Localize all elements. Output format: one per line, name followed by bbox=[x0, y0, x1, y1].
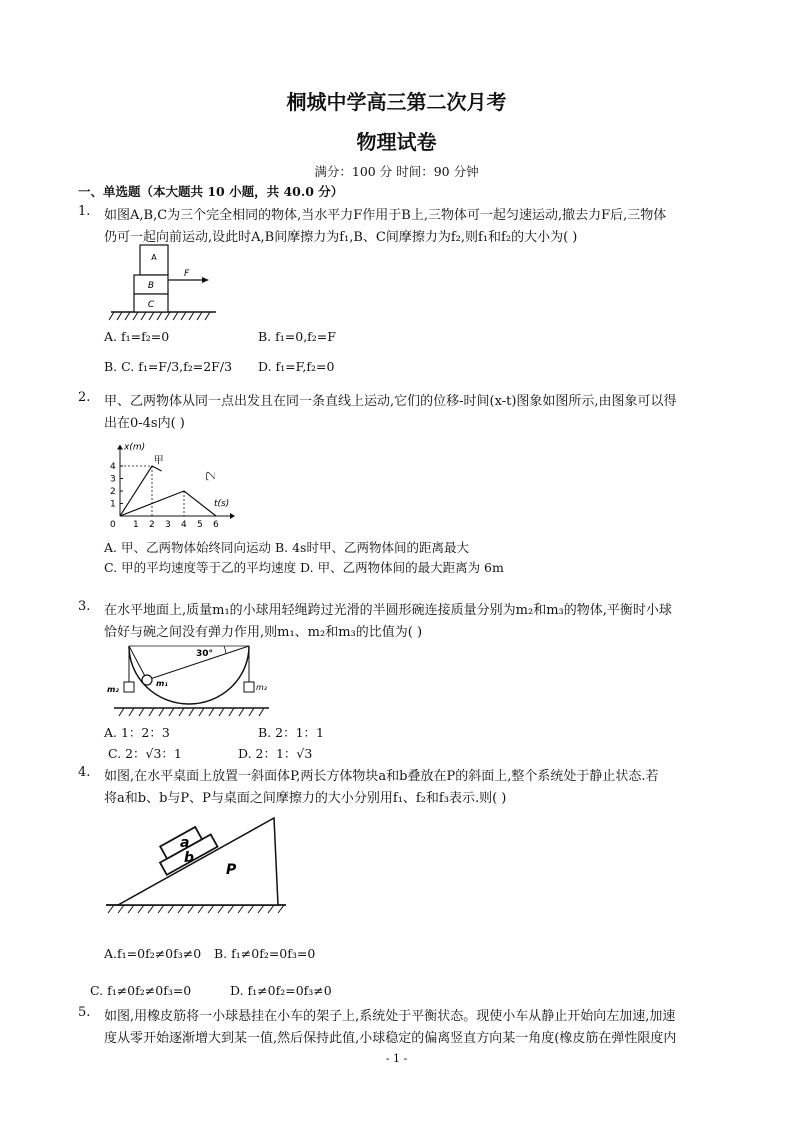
option-b: B. f₁=0,f₂=F bbox=[258, 329, 336, 344]
x-tick-label: 0 bbox=[110, 520, 116, 530]
q4-figure bbox=[104, 810, 288, 920]
xt-chart bbox=[104, 432, 264, 532]
label-f: F bbox=[184, 269, 190, 279]
y-tick-label: 1 bbox=[110, 499, 116, 510]
label-a: a bbox=[180, 835, 190, 851]
question-text: 恰好与碗之间没有弹力作用,则m₁、m₂和m₃的比值为( ) bbox=[104, 625, 423, 640]
option-c: C. 2：√3：1 bbox=[108, 746, 182, 761]
page-number: - 1 - bbox=[385, 1052, 408, 1065]
option-c: C. 甲的平均速度等于乙的平均速度 D. 甲、乙两物体间的最大距离为 6m bbox=[104, 560, 504, 575]
label-p: P bbox=[226, 862, 237, 878]
option-c: C. f₁≠0f₂≠0f₃=0 bbox=[90, 983, 192, 998]
question-number: 4. bbox=[78, 765, 91, 780]
label-a: A bbox=[151, 253, 157, 262]
x-tick-label: 5 bbox=[197, 520, 203, 530]
option-a: A. f₁=f₂=0 bbox=[104, 329, 170, 344]
question-text: 将a和b、b与P、P与桌面之间摩擦力的大小分别用f₁、f₂和f₃表示.则( ) bbox=[104, 791, 507, 806]
label-m2: m₂ bbox=[107, 685, 119, 694]
series-label-yi: 乙 bbox=[203, 471, 215, 481]
question-text: 仍可一起向前运动,设此时A,B间摩擦力为f₁,B、C间摩擦力为f₂,则f₁和f₂的大小为( ) bbox=[104, 230, 578, 245]
series-label-jia: 甲 bbox=[153, 455, 164, 467]
x-tick-label: 6 bbox=[213, 520, 219, 530]
y-tick-label: 2 bbox=[110, 487, 116, 497]
x-tick-label: 2 bbox=[149, 520, 155, 530]
option-b: B. f₁≠0f₂=0f₃=0 bbox=[214, 946, 316, 961]
angle-label: 30° bbox=[196, 649, 214, 659]
option-d: D. f₁=F,f₂=0 bbox=[258, 359, 335, 374]
y-tick-label: 4 bbox=[110, 462, 116, 472]
question-number: 3. bbox=[78, 599, 91, 614]
y-tick-label: 3 bbox=[110, 474, 116, 485]
q1-figure bbox=[106, 240, 226, 324]
question-text: 甲、乙两物体从同一点出发且在同一条直线上运动,它们的位移-时间(x-t)图象如图所示,由图象可以得 bbox=[104, 394, 677, 409]
question-text: 如图A,B,C为三个完全相同的物体,当水平力F作用于B上,三物体可一起匀速运动,撤去力F后,三物体 bbox=[104, 208, 667, 223]
page-title: 桐城中学高三第二次月考 bbox=[286, 90, 507, 114]
exam-info: 满分：100 分 时间：90 分钟 bbox=[314, 164, 479, 179]
x-axis-arrow bbox=[230, 513, 235, 519]
series-line-yi bbox=[120, 491, 216, 516]
page-subtitle: 物理试卷 bbox=[356, 130, 437, 154]
option-a: A. 甲、乙两物体始终同向运动 B. 4s时甲、乙两物体间的距离最大 bbox=[104, 540, 469, 555]
y-axis-label: x(m) bbox=[124, 442, 146, 453]
question-number: 2. bbox=[78, 390, 91, 405]
question-number: 1. bbox=[78, 204, 91, 219]
option-a: A.f₁=0f₂≠0f₃≠0 bbox=[104, 946, 202, 961]
x-tick-label: 4 bbox=[181, 520, 187, 530]
label-m1: m₁ bbox=[156, 679, 168, 688]
option-c: B. C. f₁=F/3,f₂=2F/3 bbox=[104, 359, 233, 374]
option-b: B. 2：1：1 bbox=[258, 725, 324, 740]
x-tick-label: 1 bbox=[133, 520, 139, 530]
question-text: 如图,在水平桌面上放置一斜面体P,两长方体物块a和b叠放在P的斜面上,整个系统处于静止状态.若 bbox=[104, 769, 659, 784]
q3-figure bbox=[104, 638, 274, 720]
label-c: C bbox=[147, 300, 155, 310]
question-text: 在水平地面上,质量m₁的小球用轻绳跨过光滑的半圆形碗连接质量分别为m₂和m₃的物体,平衡时小球 bbox=[104, 603, 672, 618]
x-axis-label: t(s) bbox=[214, 499, 230, 509]
option-a: A. 1：2：3 bbox=[104, 725, 170, 740]
label-b: b bbox=[184, 850, 195, 866]
question-text: 度从零开始逐渐增大到某一值,然后保持此值,小球稳定的偏离竖直方向某一角度(橡皮筋在弹性限度内 bbox=[104, 1031, 677, 1046]
label-m3: m₃ bbox=[256, 683, 267, 692]
label-b: B bbox=[147, 281, 155, 291]
x-tick-label: 3 bbox=[165, 520, 171, 530]
question-text: 如图,用橡皮筋将一小球悬挂在小车的架子上,系统处于平衡状态。现使小车从静止开始向左加速,加速 bbox=[104, 1009, 676, 1024]
y-axis-arrow bbox=[117, 445, 123, 450]
question-number: 5. bbox=[78, 1005, 91, 1020]
section-heading: 一、单选题（本大题共 10 小题，共 40.0 分） bbox=[78, 184, 344, 199]
option-d: D. f₁≠0f₂=0f₃≠0 bbox=[230, 983, 332, 998]
question-text: 出在0-4s内( ) bbox=[104, 416, 185, 431]
option-d: D. 2：1：√3 bbox=[238, 746, 313, 761]
